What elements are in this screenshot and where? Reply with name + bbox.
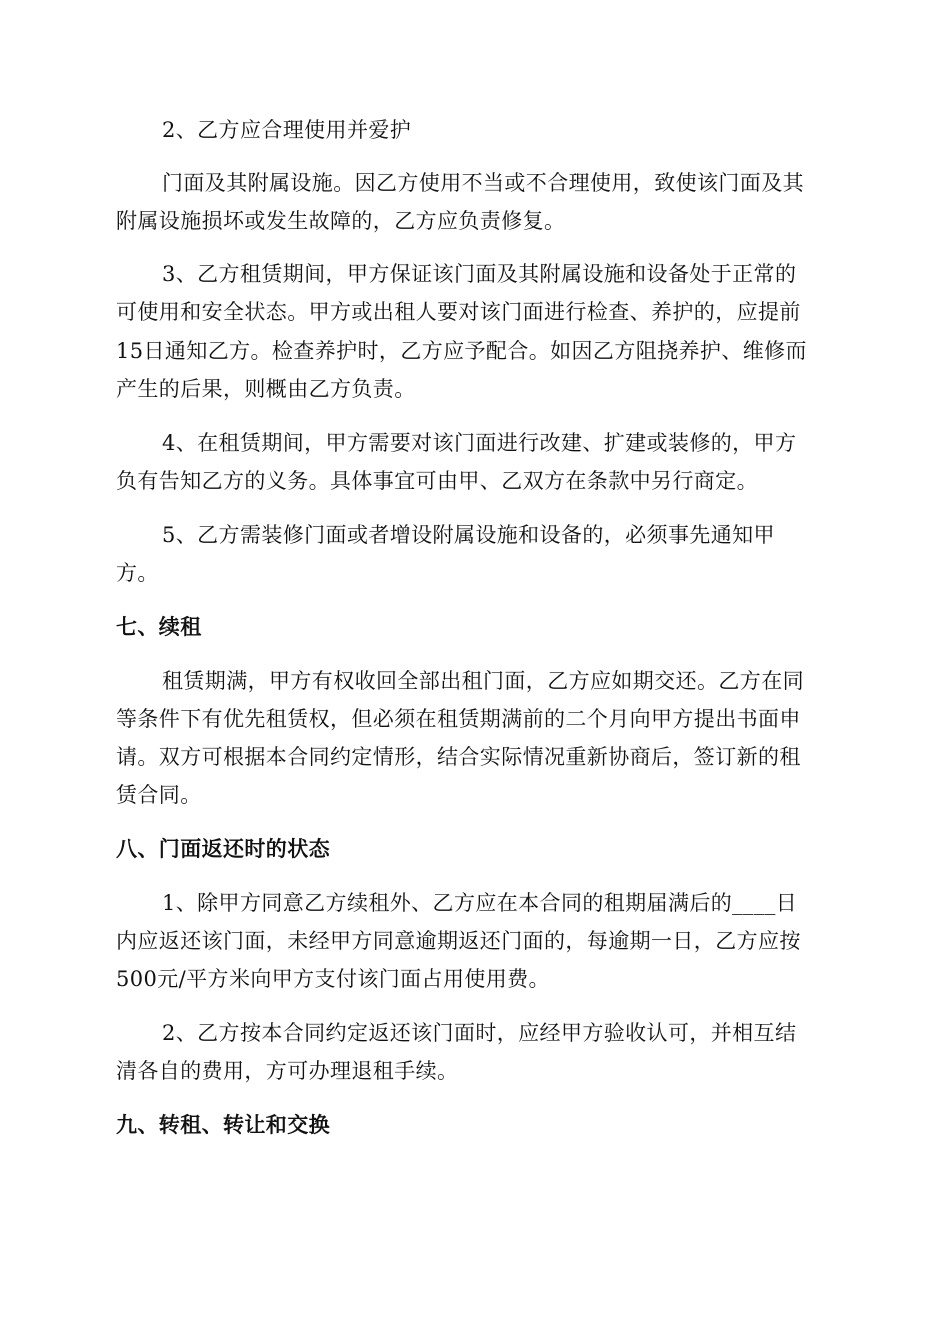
section-8-1-line-2: 内应返还该门面，未经甲方同意逾期返还门面的，每逾期一日，乙方应按 (116, 929, 801, 953)
section-heading-7: 七、续租 (116, 615, 202, 639)
section-7-line-3: 请。双方可根据本合同约定情形，结合实际情况重新协商后，签订新的租 (116, 745, 801, 769)
section-heading-8: 八、门面返还时的状态 (116, 837, 330, 861)
paragraph-6-2-start: 2、乙方应合理使用并爱护 (162, 118, 412, 142)
paragraph-6-3-line-3: 15日通知乙方。检查养护时，乙方应予配合。如因乙方阻挠养护、维修而 (116, 339, 807, 363)
paragraph-6-5-line-1: 5、乙方需装修门面或者增设附属设施和设备的，必须事先通知甲 (162, 523, 775, 547)
paragraph-6-3-line-2: 可使用和安全状态。甲方或出租人要对该门面进行检查、养护的，应提前 (116, 300, 801, 324)
section-heading-9: 九、转租、转让和交换 (116, 1113, 330, 1137)
section-8-2-line-1: 2、乙方按本合同约定返还该门面时，应经甲方验收认可，并相互结 (162, 1021, 797, 1045)
paragraph-6-5-line-2: 方。 (116, 561, 159, 585)
section-7-line-2: 等条件下有优先租赁权，但必须在租赁期满前的二个月向甲方提出书面申 (116, 707, 801, 731)
paragraph-6-2-line-2: 附属设施损坏或发生故障的，乙方应负责修复。 (116, 209, 566, 233)
section-8-2-line-2: 清各自的费用，方可办理退租手续。 (116, 1059, 459, 1083)
section-8-1-line-1: 1、除甲方同意乙方续租外、乙方应在本合同的租期届满后的____日 (162, 891, 798, 915)
paragraph-6-4-line-2: 负有告知乙方的义务。具体事宜可由甲、乙双方在条款中另行商定。 (116, 469, 758, 493)
section-7-line-1: 租赁期满，甲方有权收回全部出租门面，乙方应如期交还。乙方在同 (162, 669, 804, 693)
section-8-1-line-3: 500元/平方米向甲方支付该门面占用使用费。 (116, 967, 550, 991)
paragraph-6-4-line-1: 4、在租赁期间，甲方需要对该门面进行改建、扩建或装修的，甲方 (162, 431, 797, 455)
paragraph-6-3-line-4: 产生的后果，则概由乙方负责。 (116, 377, 416, 401)
section-7-line-4: 赁合同。 (116, 783, 202, 807)
paragraph-6-3-line-1: 3、乙方租赁期间，甲方保证该门面及其附属设施和设备处于正常的 (162, 262, 797, 286)
paragraph-6-2-line-1: 门面及其附属设施。因乙方使用不当或不合理使用，致使该门面及其 (162, 171, 804, 195)
